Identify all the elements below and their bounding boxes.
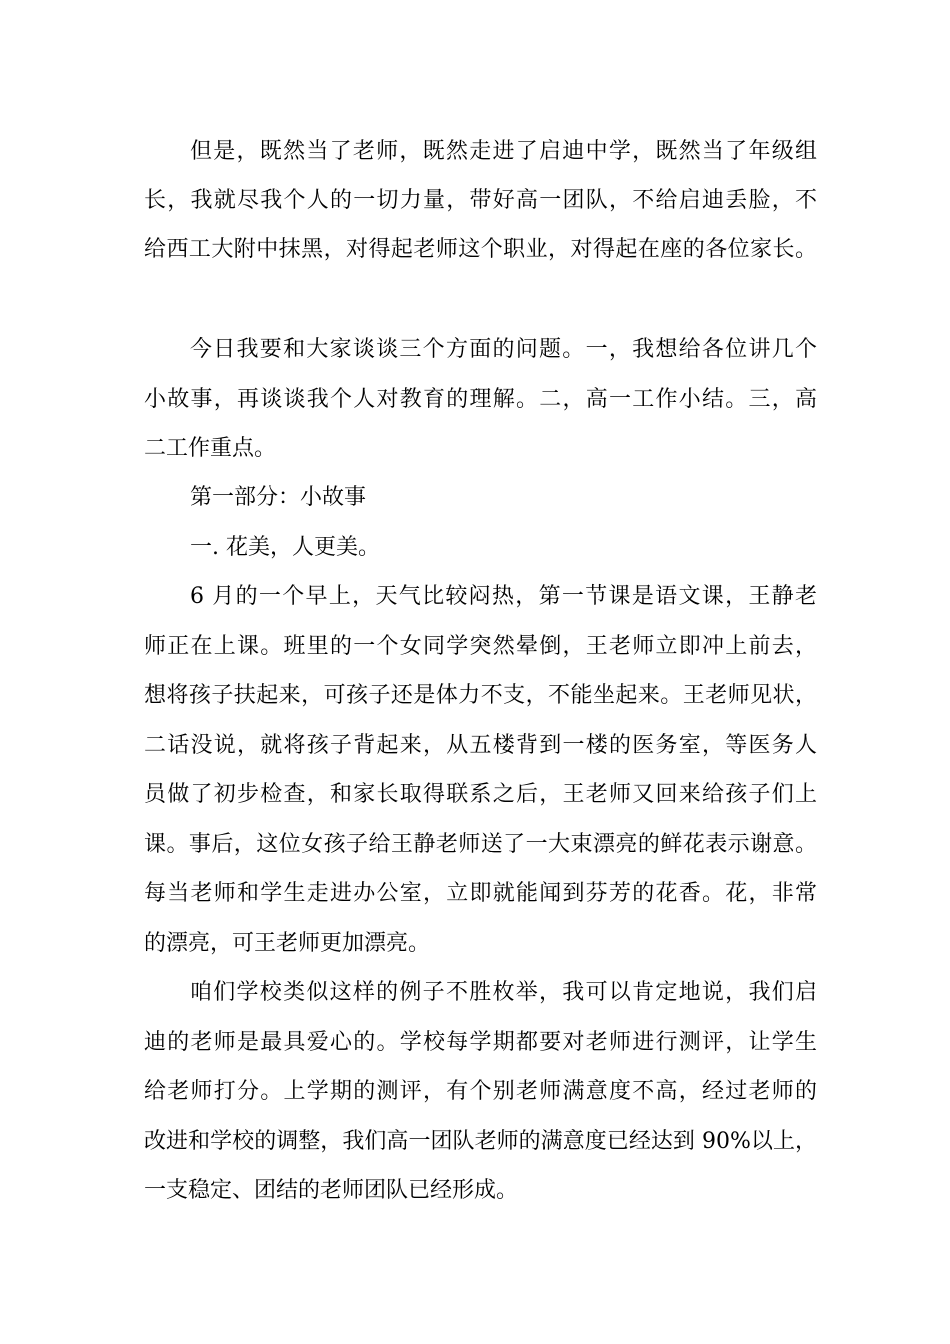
paragraph-line: 的漂亮，可王老师更加漂亮。 [144, 931, 431, 956]
paragraph-line: 想将孩子扶起来，可孩子还是体力不支，不能坐起来。王老师见状， [144, 683, 817, 708]
paragraph-line: 师正在上课。班里的一个女同学突然晕倒，王老师立即冲上前去， [144, 634, 817, 659]
paragraph-line: 给老师打分。上学期的测评，有个别老师满意度不高，经过老师的 [144, 1079, 817, 1104]
story-heading: 一. 花美，人更美。 [190, 535, 380, 560]
paragraph-line: 员做了初步检查，和家长取得联系之后，王老师又回来给孩子们上 [144, 782, 817, 807]
paragraph-line: 一支稳定、团结的老师团队已经形成。 [144, 1178, 519, 1203]
paragraph-line: 今日我要和大家谈谈三个方面的问题。一，我想给各位讲几个 [190, 337, 817, 362]
paragraph-line: 课。事后，这位女孩子给王静老师送了一大束漂亮的鲜花表示谢意。 [144, 832, 817, 857]
paragraph-line: 但是，既然当了老师，既然走进了启迪中学，既然当了年级组 [190, 139, 817, 164]
paragraph-line: 二工作重点。 [144, 436, 277, 461]
paragraph-line: 每当老师和学生走进办公室，立即就能闻到芬芳的花香。花，非常 [144, 881, 817, 906]
paragraph-line: 迪的老师是最具爱心的。学校每学期都要对老师进行测评，让学生 [144, 1030, 817, 1055]
paragraph-line: 咱们学校类似这样的例子不胜枚举，我可以肯定地说，我们启 [190, 980, 817, 1005]
paragraph-line: 6 月的一个早上，天气比较闷热，第一节课是语文课，王静老 [190, 584, 817, 609]
paragraph-line: 长，我就尽我个人的一切力量，带好高一团队，不给启迪丢脸，不 [144, 188, 817, 213]
section-heading: 第一部分：小故事 [190, 485, 367, 510]
paragraph-line: 给西工大附中抹黑，对得起老师这个职业，对得起在座的各位家长。 [144, 237, 817, 262]
paragraph-line: 改进和学校的调整，我们高一团队老师的满意度已经达到 90%以上， [144, 1129, 817, 1154]
paragraph-line: 二话没说，就将孩子背起来，从五楼背到一楼的医务室，等医务人 [144, 733, 817, 758]
paragraph-line: 小故事，再谈谈我个人对教育的理解。二，高一工作小结。三，高 [144, 387, 817, 412]
